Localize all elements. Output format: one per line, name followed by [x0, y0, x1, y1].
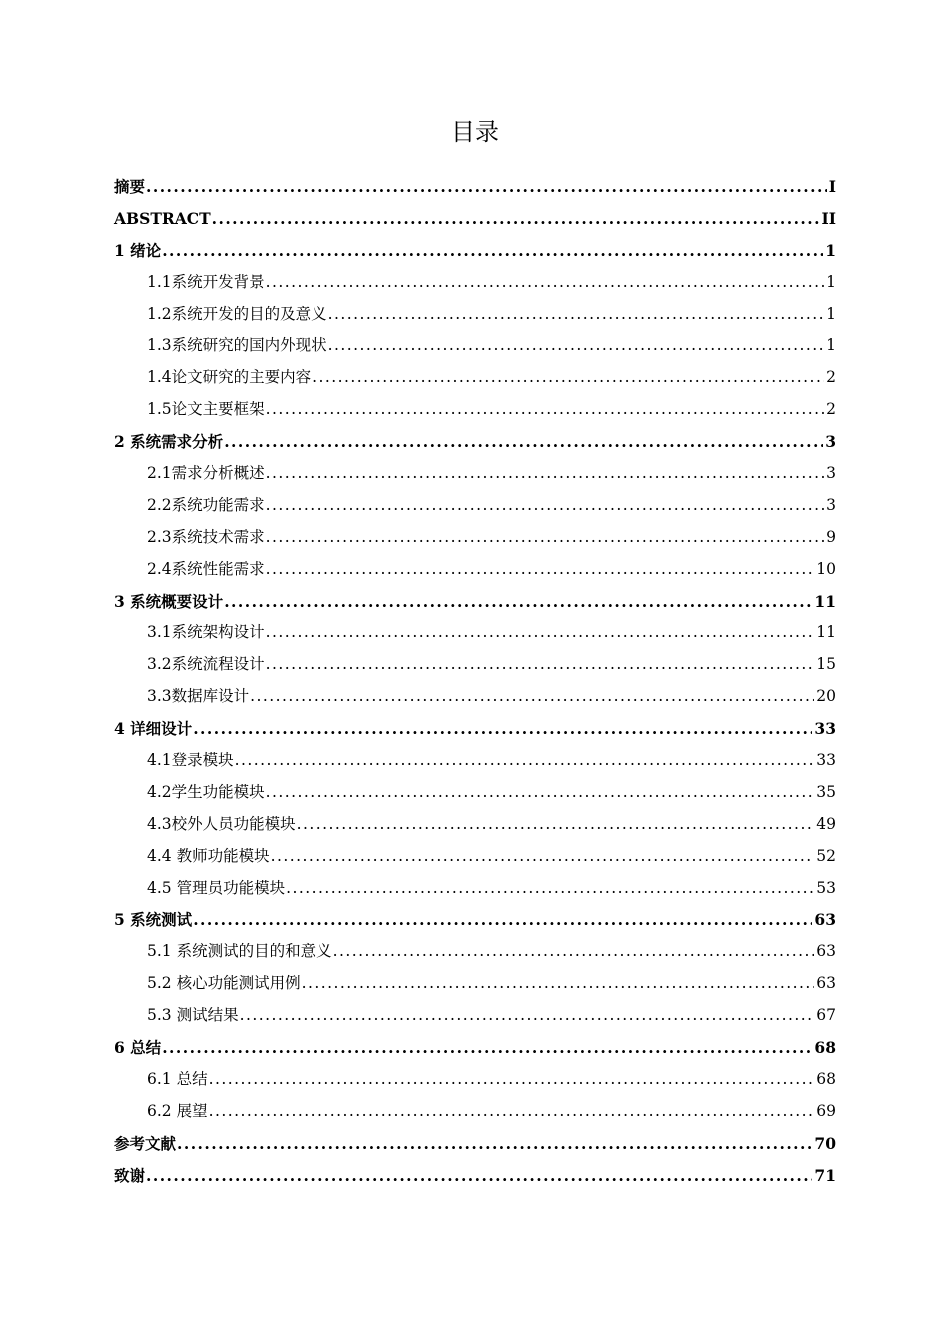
toc-entry-label: 1.1系统开发背景	[147, 272, 265, 291]
toc-entry-page-number: 35	[816, 782, 836, 801]
toc-entry-label: ABSTRACT	[114, 208, 211, 228]
toc-chapter-entry[interactable]	[114, 235, 836, 267]
toc-entry-page-number: 70	[814, 1133, 836, 1153]
toc-entry-page-number: 52	[816, 846, 836, 865]
toc-entry-page-number: 15	[816, 655, 836, 674]
toc-section-entry[interactable]	[114, 617, 836, 649]
toc-entry-label: 3 系统概要设计	[114, 591, 224, 611]
toc-dot-leader	[209, 1096, 815, 1128]
toc-section-entry[interactable]	[114, 968, 836, 1000]
toc-section-entry[interactable]	[114, 841, 836, 873]
toc-section-entry[interactable]	[114, 1096, 836, 1128]
toc-entry-label: 致谢	[114, 1165, 146, 1185]
toc-entry-page-number: 63	[816, 974, 836, 993]
toc-entry-page-number: 63	[816, 942, 836, 961]
toc-entry-page-number: 3	[825, 432, 836, 452]
toc-entry-page-number: 2	[826, 368, 836, 387]
toc-entry-label: 3.3数据库设计	[147, 687, 250, 706]
toc-dot-leader	[240, 1000, 815, 1032]
toc-dot-leader	[266, 617, 815, 649]
toc-dot-leader	[162, 235, 823, 267]
toc-dot-leader	[266, 394, 824, 426]
toc-entry-label: 4.4 教师功能模块	[147, 846, 270, 865]
toc-entry-label: 4.1登录模块	[147, 751, 234, 770]
toc-entry-label: 2.4系统性能需求	[147, 559, 265, 578]
toc-dot-leader	[146, 1160, 812, 1192]
toc-dot-leader	[224, 426, 823, 458]
toc-entry-page-number: 20	[816, 687, 836, 706]
toc-dot-leader	[266, 554, 815, 586]
table-of-contents	[114, 171, 836, 1192]
toc-entry-page-number: 49	[816, 814, 836, 833]
toc-chapter-entry[interactable]	[114, 586, 836, 618]
toc-section-entry[interactable]	[114, 299, 836, 331]
toc-dot-leader	[302, 968, 815, 1000]
toc-dot-leader	[212, 203, 820, 235]
toc-dot-leader	[266, 777, 815, 809]
toc-section-entry[interactable]	[114, 936, 836, 968]
toc-chapter-entry[interactable]	[114, 426, 836, 458]
toc-section-entry[interactable]	[114, 1064, 836, 1096]
toc-entry-label: 1.5论文主要框架	[147, 400, 265, 419]
toc-dot-leader	[250, 681, 814, 713]
toc-dot-leader	[266, 490, 824, 522]
toc-dot-leader	[266, 458, 824, 490]
toc-entry-label: 2.2系统功能需求	[147, 495, 265, 514]
toc-dot-leader	[328, 330, 824, 362]
toc-dot-leader	[193, 713, 812, 745]
toc-entry-label: 5.3 测试结果	[147, 1006, 239, 1025]
toc-dot-leader	[235, 745, 815, 777]
toc-dot-leader	[146, 171, 827, 203]
toc-section-entry[interactable]	[114, 267, 836, 299]
toc-dot-leader	[266, 649, 815, 681]
toc-dot-leader	[266, 267, 824, 299]
toc-dot-leader	[312, 362, 824, 394]
toc-entry-page-number: 9	[826, 527, 836, 546]
toc-entry-label: 6.1 总结	[147, 1069, 208, 1088]
toc-chapter-entry[interactable]	[114, 904, 836, 936]
toc-dot-leader	[286, 873, 814, 905]
toc-entry-label: 5.2 核心功能测试用例	[147, 974, 301, 993]
toc-entry-label: 4.2学生功能模块	[147, 782, 265, 801]
toc-entry-page-number: 3	[826, 495, 836, 514]
toc-dot-leader	[328, 299, 824, 331]
toc-section-entry[interactable]	[114, 809, 836, 841]
toc-chapter-entry[interactable]	[114, 203, 836, 235]
toc-entry-label: 4.5 管理员功能模块	[147, 878, 286, 897]
toc-entry-page-number: 1	[825, 240, 836, 260]
toc-entry-page-number: 10	[816, 559, 836, 578]
toc-entry-page-number: 33	[814, 719, 836, 739]
toc-entry-label: 1.2系统开发的目的及意义	[147, 304, 327, 323]
toc-section-entry[interactable]	[114, 490, 836, 522]
toc-entry-page-number: 33	[816, 751, 836, 770]
toc-section-entry[interactable]	[114, 362, 836, 394]
toc-entry-page-number: 68	[814, 1038, 836, 1058]
toc-dot-leader	[271, 841, 815, 873]
toc-entry-page-number: 68	[816, 1069, 836, 1088]
toc-section-entry[interactable]	[114, 745, 836, 777]
toc-chapter-entry[interactable]	[114, 713, 836, 745]
toc-dot-leader	[333, 936, 815, 968]
toc-entry-page-number: I	[828, 177, 836, 196]
toc-entry-label: 4.3校外人员功能模块	[147, 814, 296, 833]
toc-section-entry[interactable]	[114, 777, 836, 809]
page-title: 目录	[451, 118, 499, 146]
toc-section-entry[interactable]	[114, 458, 836, 490]
toc-entry-page-number: II	[821, 208, 836, 228]
toc-dot-leader	[177, 1128, 812, 1160]
toc-entry-label: 摘要	[114, 177, 146, 196]
toc-entry-label: 1.3系统研究的国内外现状	[147, 336, 327, 355]
toc-dot-leader	[209, 1064, 815, 1096]
toc-entry-label: 2 系统需求分析	[114, 432, 224, 452]
toc-section-entry[interactable]	[114, 394, 836, 426]
toc-entry-label: 5.1 系统测试的目的和意义	[147, 942, 332, 961]
toc-entry-page-number: 1	[826, 336, 836, 355]
toc-entry-page-number: 69	[816, 1101, 836, 1120]
toc-entry-label: 2.1需求分析概述	[147, 464, 265, 483]
toc-dot-leader	[162, 1032, 812, 1064]
toc-entry-label: 5 系统测试	[114, 910, 193, 930]
toc-chapter-entry[interactable]	[114, 1032, 836, 1064]
toc-dot-leader	[266, 522, 824, 554]
toc-section-entry[interactable]	[114, 649, 836, 681]
toc-section-entry[interactable]	[114, 873, 836, 905]
toc-chapter-entry[interactable]	[114, 1128, 836, 1160]
toc-entry-page-number: 11	[814, 591, 836, 611]
toc-entry-page-number: 1	[826, 272, 836, 291]
toc-chapter-entry[interactable]	[114, 1160, 836, 1192]
toc-entry-label: 6.2 展望	[147, 1101, 208, 1120]
toc-entry-page-number: 1	[826, 304, 836, 323]
toc-dot-leader	[297, 809, 815, 841]
toc-entry-page-number: 11	[816, 623, 836, 642]
toc-entry-page-number: 3	[826, 464, 836, 483]
toc-chapter-entry[interactable]	[114, 171, 836, 203]
toc-section-entry[interactable]	[114, 1000, 836, 1032]
toc-section-entry[interactable]	[114, 681, 836, 713]
toc-entry-label: 1 绪论	[114, 240, 162, 260]
toc-dot-leader	[193, 904, 812, 936]
toc-entry-page-number: 67	[816, 1006, 836, 1025]
toc-entry-page-number: 2	[826, 400, 836, 419]
toc-dot-leader	[224, 586, 812, 618]
toc-entry-label: 1.4论文研究的主要内容	[147, 368, 312, 387]
toc-entry-page-number: 53	[816, 878, 836, 897]
toc-entry-label: 4 详细设计	[114, 719, 193, 739]
toc-section-entry[interactable]	[114, 554, 836, 586]
toc-entry-page-number: 71	[814, 1165, 836, 1185]
toc-entry-label: 3.2系统流程设计	[147, 655, 265, 674]
toc-entry-page-number: 63	[814, 910, 836, 930]
toc-section-entry[interactable]	[114, 330, 836, 362]
toc-entry-label: 6 总结	[114, 1038, 162, 1058]
toc-entry-label: 3.1系统架构设计	[147, 623, 265, 642]
toc-entry-label: 2.3系统技术需求	[147, 527, 265, 546]
toc-entry-label: 参考文献	[114, 1133, 177, 1153]
toc-section-entry[interactable]	[114, 522, 836, 554]
